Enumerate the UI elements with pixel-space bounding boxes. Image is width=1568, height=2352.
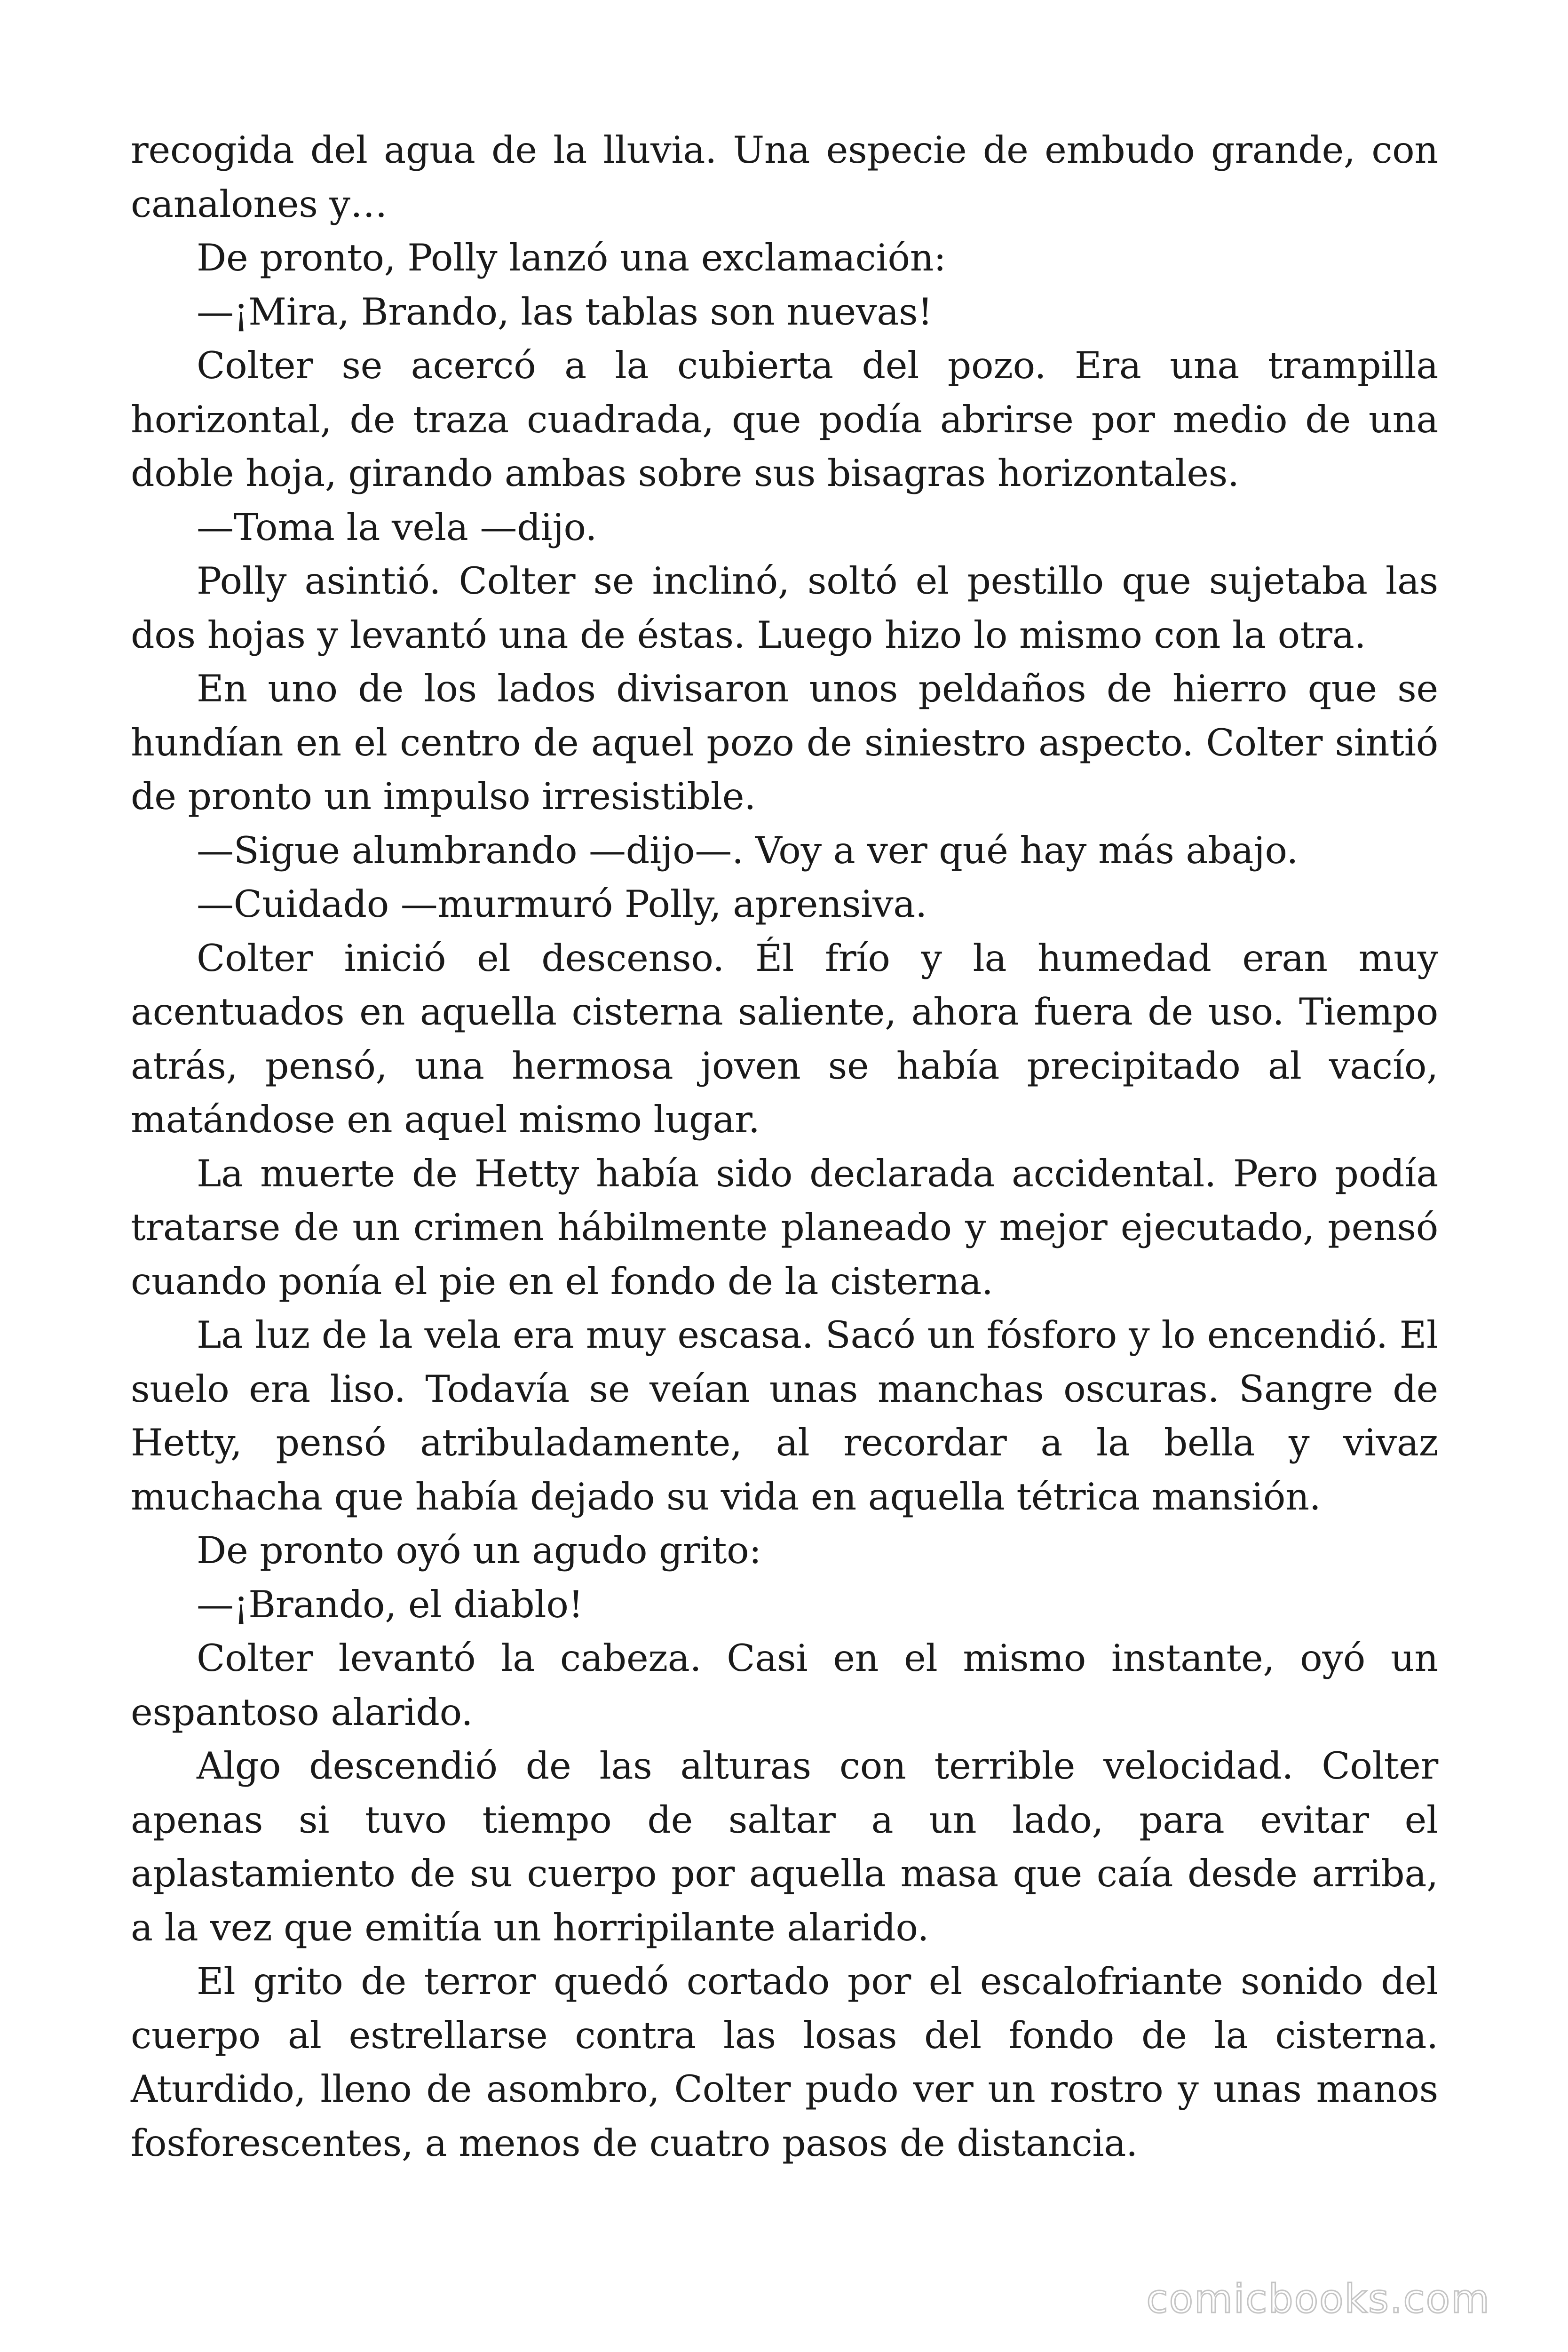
paragraph: —Toma la vela —dijo. (197, 505, 597, 549)
watermark: comicbooks.com (1146, 2276, 1490, 2322)
paragraph: Polly asintió. Colter se inclinó, soltó el pestillo que sujetaba las dos hojas y levantó una de éstas. Luego hizo lo mismo con la otra. (131, 559, 1438, 657)
page-text (131, 123, 1438, 2170)
paragraph: El grito de terror quedó cortado por el escalofriante sonido del cuerpo al estrellarse contra las losas del fondo de la cisterna. Aturdido, lleno de asombro, Colter pudo ver un rostro y unas manos fosforescentes, a menos de cuatro pasos de distancia. (131, 1960, 1438, 2165)
paragraph: La luz de la vela era muy escasa. Sacó un fósforo y lo encendió. El suelo era liso. Todavía se veían unas manchas oscuras. Sangre de Hetty, pensó atribuladamente, al recordar a la bella y vivaz muchacha que había dejado su vida en aquella tétrica mansión. (131, 1313, 1438, 1518)
paragraph: —Sigue alumbrando —dijo—. Voy a ver qué hay más abajo. (197, 828, 1299, 872)
paragraph: Colter inició el descenso. Él frío y la humedad eran muy acentuados en aquella cisterna saliente, ahora fuera de uso. Tiempo atrás, pensó, una hermosa joven se había precipitado al vacío, matándose en aquel mismo lugar. (131, 936, 1438, 1141)
paragraph: En uno de los lados divisaron unos peldaños de hierro que se hundían en el centro de aquel pozo de siniestro aspecto. Colter sintió de pronto un impulso irresistible. (131, 667, 1438, 818)
paragraph: De pronto oyó un agudo grito: (197, 1529, 761, 1572)
paragraph: Colter se acercó a la cubierta del pozo. Era una trampilla horizontal, de traza cuadrada, que podía abrirse por medio de una doble hoja, girando ambas sobre sus bisagras horizontales. (131, 344, 1438, 495)
paragraph: Colter levantó la cabeza. Casi en el mismo instante, oyó un espantoso alarido. (131, 1637, 1438, 1734)
paragraph: —¡Mira, Brando, las tablas son nuevas! (197, 290, 933, 334)
paragraph: De pronto, Polly lanzó una exclamación: (197, 236, 946, 279)
paragraph: —¡Brando, el diablo! (197, 1582, 584, 1626)
paragraph: Algo descendió de las alturas con terrible velocidad. Colter apenas si tuvo tiempo de saltar a un lado, para evitar el aplastamiento de su cuerpo por aquella masa que caía desde arriba, a la vez que emitía un horripilante alarido. (131, 1744, 1438, 1949)
paragraph: —Cuidado —murmuró Polly, aprensiva. (197, 882, 927, 926)
paragraph: recogida del agua de la lluvia. Una especie de embudo grande, con canalones y… (131, 128, 1438, 226)
paragraph: La muerte de Hetty había sido declarada accidental. Pero podía tratarse de un crimen hábilmente planeado y mejor ejecutado, pensó cuando ponía el pie en el fondo de la cisterna. (131, 1152, 1438, 1303)
